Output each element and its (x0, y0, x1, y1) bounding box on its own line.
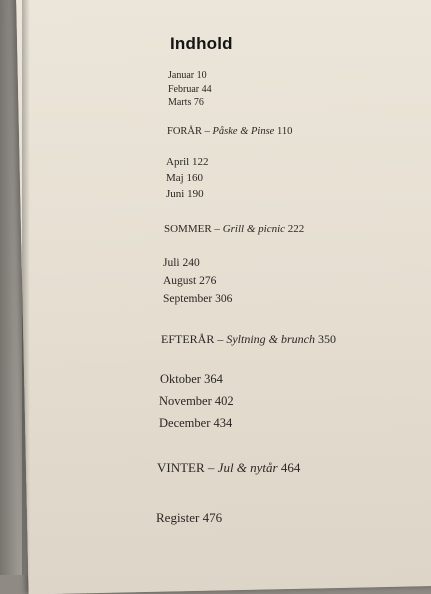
entry-page: 110 (276, 126, 293, 137)
toc-entry-oktober (160, 372, 223, 387)
toc-title: Indhold (170, 34, 233, 53)
entry-label: FORÅR – (167, 126, 210, 137)
entry-label: April (166, 156, 190, 168)
toc-entry-april (166, 156, 208, 168)
entry-label: Maj (166, 172, 184, 184)
toc-entry-juni (166, 188, 204, 200)
toc-entry-efteraar (161, 332, 336, 347)
toc-entry-september (163, 293, 232, 305)
toc-entry-august (163, 275, 216, 287)
entry-label: EFTERÅR – (161, 332, 224, 346)
entry-label: November (159, 394, 212, 408)
entry-page: 306 (215, 293, 233, 305)
toc-entry-vinter (157, 460, 300, 476)
entry-page: 434 (213, 416, 233, 430)
page-edge-shadow (22, 0, 30, 575)
toc-entry-februar (168, 84, 212, 95)
entry-label: December (159, 416, 211, 430)
toc-entry-register (156, 510, 222, 526)
entry-page: 10 (196, 70, 207, 81)
entry-page: 190 (187, 188, 204, 200)
entry-page: 160 (186, 172, 203, 184)
entry-page: 276 (199, 275, 217, 287)
entry-label: Register (156, 510, 200, 525)
entry-label: Januar (168, 70, 195, 81)
entry-page: 464 (280, 460, 301, 475)
entry-label: September (163, 293, 213, 305)
toc-entry-maj (166, 172, 203, 184)
entry-label: VINTER – (157, 460, 215, 475)
entry-label: Juli (163, 257, 180, 269)
entry-page: 476 (202, 510, 223, 525)
toc-entry-november (159, 394, 234, 409)
entry-label: August (163, 275, 197, 287)
toc-entry-januar (168, 70, 207, 81)
entry-label: Juni (166, 188, 185, 200)
entry-page: 222 (287, 223, 305, 235)
entry-label: Februar (168, 84, 200, 95)
entry-page: 350 (318, 332, 337, 346)
entry-label: SOMMER – (164, 223, 220, 235)
toc-entry-sommer (164, 223, 304, 235)
entry-subtitle: Grill & picnic (222, 223, 286, 235)
entry-page: 402 (214, 394, 234, 408)
entry-subtitle: Påske & Pinse (212, 126, 275, 137)
entry-label: Oktober (160, 372, 201, 386)
entry-label: Marts (168, 97, 192, 108)
entry-subtitle: Syltning & brunch (226, 332, 316, 346)
entry-page: 44 (201, 84, 212, 95)
toc-entry-juli (163, 257, 200, 269)
entry-page: 76 (193, 97, 204, 108)
toc-entry-december (159, 416, 232, 431)
toc-entry-foraar (167, 126, 292, 137)
entry-page: 122 (191, 156, 209, 168)
entry-page: 364 (204, 372, 223, 386)
toc-entry-marts (168, 97, 204, 108)
entry-subtitle: Jul & nytår (217, 460, 278, 475)
entry-page: 240 (182, 257, 200, 269)
